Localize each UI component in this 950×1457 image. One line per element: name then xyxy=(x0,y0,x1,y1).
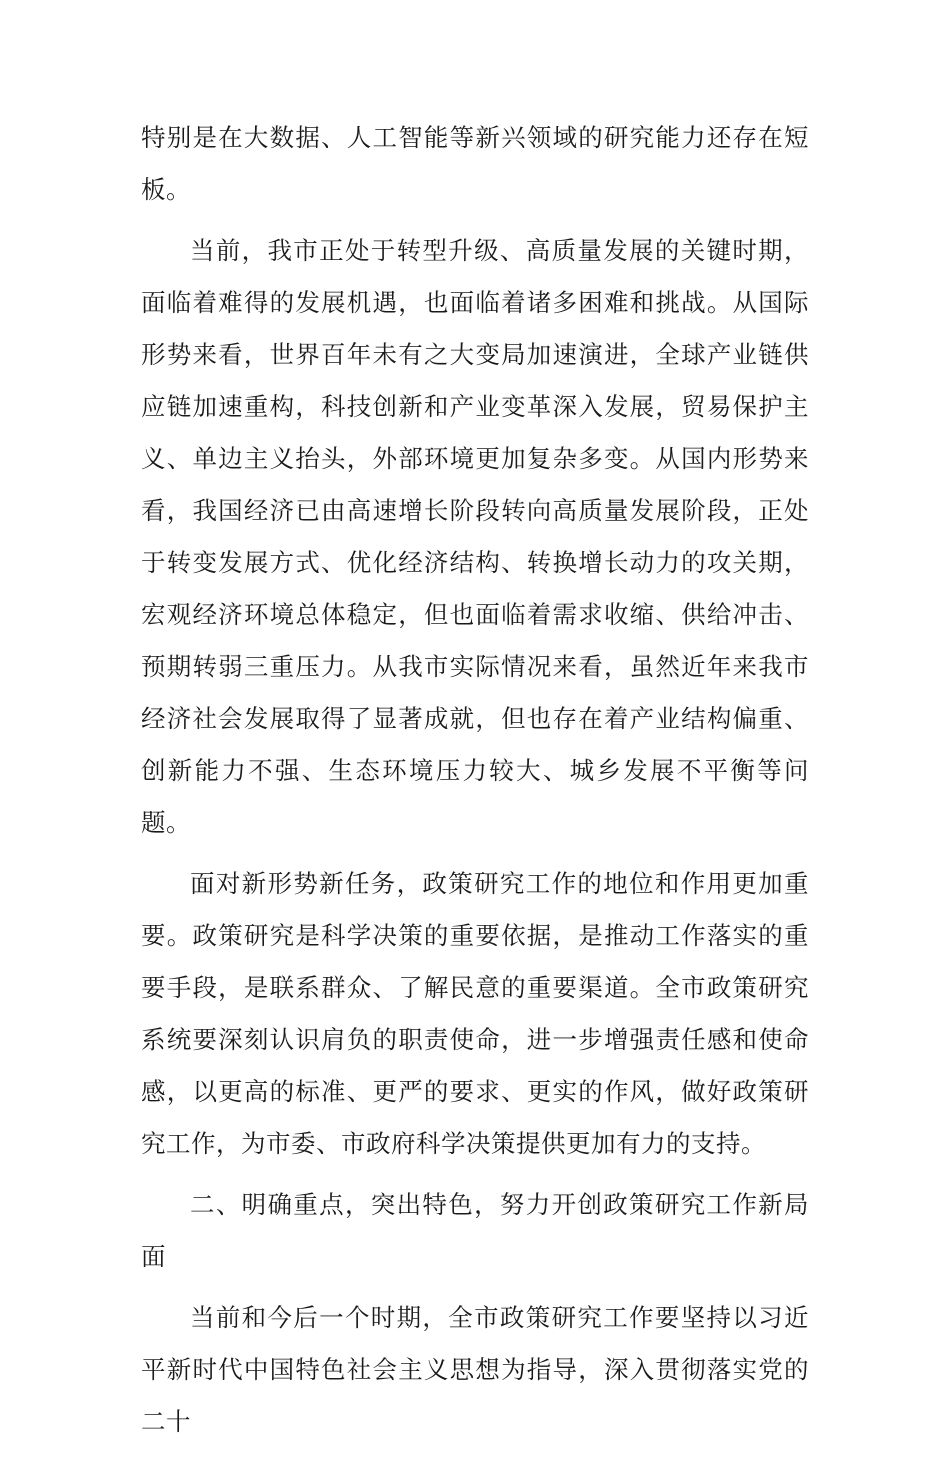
paragraph-next-period: 当前和今后一个时期，全市政策研究工作要坚持以习近平新时代中国特色社会主义思想为指导，深入贯彻落实党的二十 xyxy=(141,1303,809,1436)
paragraph-current-situation: 当前，我市正处于转型升级、高质量发展的关键时期，面临着难得的发展机遇，也面临着诸多困难和挑战。从国际形势来看，世界百年未有之大变局加速演进，全球产业链供应链加速重构，科技创新和产业变革深入发展，贸易保护主义、单边主义抬头，外部环境更加复杂多变。从国内形势来看，我国经济已由高速增长阶段转向高质量发展阶段，正处于转变发展方式、优化经济结构、转换增长动力的攻关期，宏观经济环境总体稳定，但也面临着需求收缩、供给冲击、预期转弱三重压力。从我市实际情况来看，虽然近年来我市经济社会发展取得了显著成就，但也存在着产业结构偏重、创新能力不强、生态环境压力较大、城乡发展不平衡等问题。 xyxy=(141,236,809,837)
paragraph-continuation: 特别是在大数据、人工智能等新兴领域的研究能力还存在短板。 xyxy=(141,123,809,204)
paragraph-new-tasks: 面对新形势新任务，政策研究工作的地位和作用更加重要。政策研究是科学决策的重要依据，是推动工作落实的重要手段，是联系群众、了解民意的重要渠道。全市政策研究系统要深刻认识肩负的职责使命，进一步增强责任感和使命感，以更高的标准、更严的要求、更实的作风，做好政策研究工作，为市委、市政府科学决策提供更加有力的支持。 xyxy=(141,869,809,1158)
section-heading: 二、明确重点，突出特色，努力开创政策研究工作新局面 xyxy=(141,1190,809,1271)
document-body xyxy=(141,112,809,1457)
